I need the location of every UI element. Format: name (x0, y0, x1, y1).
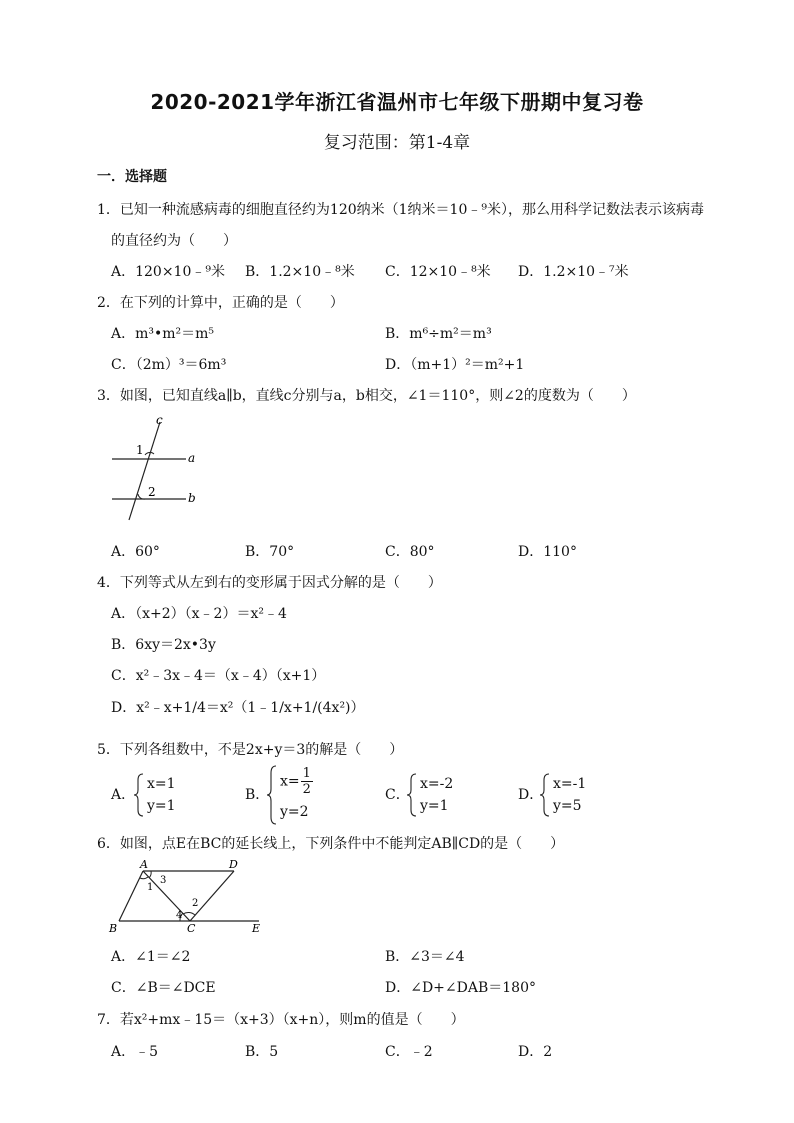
question-3-option-b: B．70° (245, 544, 295, 560)
brace-icon (133, 772, 145, 818)
question-1-option-c: C．12×10﹣⁸米 (385, 264, 491, 280)
label-B: B (109, 922, 118, 935)
question-5-option-b-label: B． (245, 787, 270, 803)
question-4-option-c: C．x²﹣3x﹣4＝（x﹣4）（x+1） (111, 668, 326, 684)
label-angle-3: 3 (160, 875, 167, 886)
question-7-option-b: B．5 (245, 1044, 279, 1060)
segment-DC (190, 871, 234, 921)
system-row-1-lhs: x= (280, 773, 300, 790)
question-6-stem: 6．如图，点E在BC的延长线上，下列条件中不能判定AB∥CD的是（ ） (97, 836, 565, 852)
label-angle-2: 2 (148, 485, 156, 499)
section-heading: 一．选择题 (97, 169, 167, 185)
question-5-option-c-system (406, 772, 466, 818)
label-angle-4: 4 (176, 910, 183, 921)
system-row-1: x=-2 (420, 776, 454, 792)
system-row-2: y=1 (147, 798, 176, 814)
label-b: b (188, 491, 196, 505)
question-5-option-d-system (539, 772, 599, 818)
system-row-1: x=1 (147, 776, 176, 792)
question-6-figure (104, 856, 269, 936)
system-row-2: y=1 (420, 798, 449, 814)
segment-AB (119, 871, 143, 921)
question-2-option-c: C．（2m）³＝6m³ (111, 357, 227, 373)
question-4-option-d: D．x²﹣x+1/4＝x²（1﹣1/x+1/(4x²)） (111, 700, 365, 716)
question-6-option-b: B．∠3＝∠4 (385, 949, 465, 965)
question-5-option-c-label: C． (385, 787, 410, 803)
question-6-option-c: C．∠B＝∠DCE (111, 980, 216, 996)
question-2-option-a: A．m³•m²＝m⁵ (111, 326, 215, 342)
question-4-option-b: B．6xy＝2x•3y (111, 637, 216, 653)
question-7-option-c: C．﹣2 (385, 1044, 433, 1060)
question-6-option-d: D．∠D+∠DAB＝180° (385, 980, 536, 996)
label-a: a (188, 451, 196, 465)
question-4-option-a: A．（x+2）（x﹣2）＝x²﹣4 (111, 606, 287, 622)
fraction-denominator: 2 (302, 782, 311, 797)
question-2-stem: 2．在下列的计算中，正确的是（ ） (97, 295, 344, 311)
label-angle-1: 1 (147, 882, 154, 893)
page-subtitle: 复习范围：第1-4章 (323, 133, 471, 153)
label-c: c (156, 413, 163, 427)
question-3-option-c: C．80° (385, 544, 435, 560)
label-angle-2: 2 (192, 898, 199, 909)
brace-icon (406, 772, 418, 818)
question-3-figure (104, 410, 214, 525)
question-6-option-a: A．∠1＝∠2 (111, 949, 191, 965)
system-row-1: x=-1 (553, 776, 587, 792)
question-5-option-d-label: D． (518, 787, 544, 803)
question-2-option-d: D．（m+1）²＝m²+1 (385, 357, 525, 373)
label-angle-1: 1 (136, 443, 144, 457)
fraction (301, 766, 313, 797)
angle-1-arc (140, 877, 148, 879)
question-1-stem: 1．已知一种流感病毒的细胞直径约为120纳米（1纳米＝10﹣⁹米），那么用科学记数法表示该病毒 (97, 202, 704, 218)
label-D: D (229, 858, 238, 871)
question-2-option-b: B．m⁶÷m²＝m³ (385, 326, 492, 342)
brace-icon (539, 772, 551, 818)
question-1-option-d: D．1.2×10﹣⁷米 (518, 264, 629, 280)
question-5-stem: 5．下列各组数中，不是2x+y＝3的解是（ ） (97, 742, 404, 758)
label-C: C (187, 922, 196, 935)
question-3-option-a: A．60° (111, 544, 160, 560)
label-E: E (252, 922, 261, 935)
question-7-option-d: D．2 (518, 1044, 553, 1060)
question-7-option-a: A．﹣5 (111, 1044, 159, 1060)
question-1-option-a: A．120×10﹣⁹米 (111, 264, 225, 280)
line-c (129, 422, 160, 520)
question-5-option-a-label: A． (111, 787, 136, 803)
question-1-stem-cont: 的直径约为（ ） (111, 233, 237, 249)
angle-3-arc (149, 871, 151, 878)
question-5-option-a-system (133, 772, 193, 818)
question-3-stem: 3．如图，已知直线a∥b，直线c分别与a，b相交，∠1＝110°，则∠2的度数为（ ） (97, 388, 636, 404)
system-row-1 (280, 766, 314, 797)
label-A: A (140, 858, 148, 871)
question-3-option-d: D．110° (518, 544, 577, 560)
question-4-stem: 4．下列等式从左到右的变形属于因式分解的是（ ） (97, 575, 442, 591)
brace-icon (266, 764, 278, 826)
question-7-stem: 7．若x²+mx﹣15＝（x+3）（x+n），则m的值是（ ） (97, 1012, 465, 1028)
question-5-option-b-system (266, 764, 326, 826)
system-row-2: y=5 (553, 798, 582, 814)
page-title: 2020-2021学年浙江省温州市七年级下册期中复习卷 (150, 90, 644, 114)
question-1-option-b: B．1.2×10﹣⁸米 (245, 264, 355, 280)
angle-2-arc (138, 494, 145, 499)
fraction-numerator: 1 (302, 766, 311, 781)
system-row-2: y=2 (280, 804, 309, 820)
